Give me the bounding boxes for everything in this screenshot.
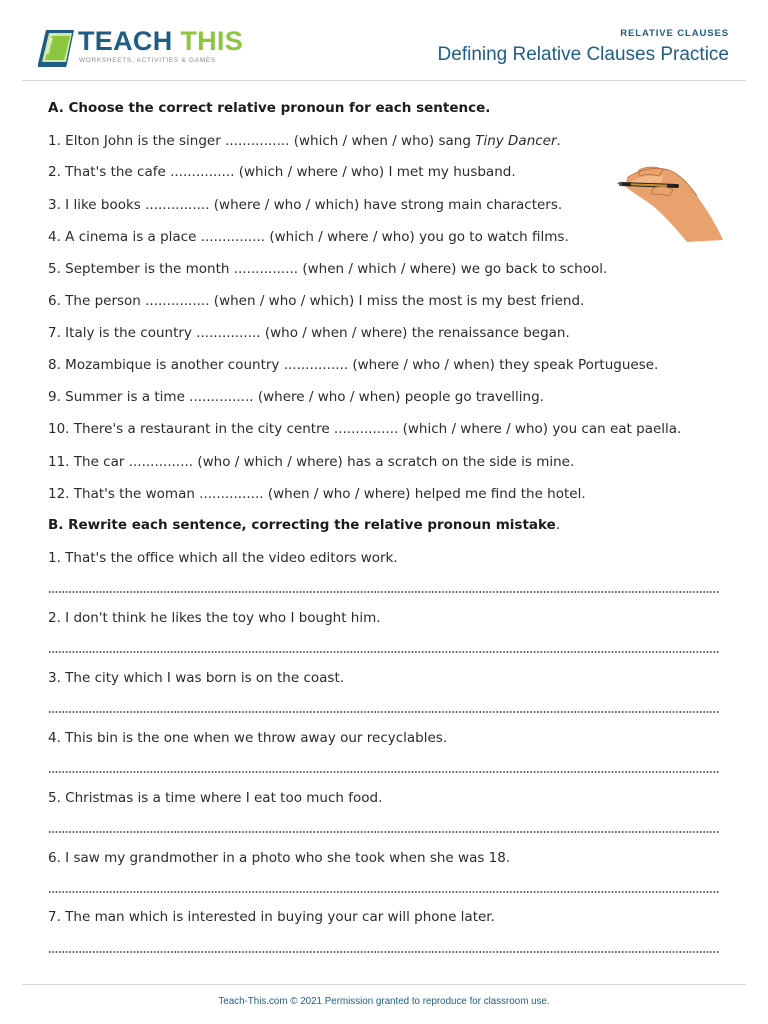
page-header <box>0 0 768 80</box>
topic-label: RELATIVE CLAUSES <box>620 28 729 39</box>
song-title: Tiny Dancer <box>475 133 557 149</box>
section-a-heading: A. Choose the correct relative pronoun for each sentence. <box>48 100 491 116</box>
question-a-1 <box>48 133 561 149</box>
book-logo-icon <box>36 24 78 68</box>
question-a-7: 7. Italy is the country ............... (who / when / where) the renaissance began. <box>48 325 570 341</box>
question-a-4: 4. A cinema is a place ............... (which / where / who) you go to watch films. <box>48 229 569 245</box>
answer-line-b-7[interactable] <box>48 950 720 954</box>
hand-writing-illustration <box>617 152 725 244</box>
question-b-2: 2. I don't think he likes the toy who I bought him. <box>48 610 381 626</box>
question-a-3: 3. I like books ............... (where / who / which) have strong main characters. <box>48 197 563 213</box>
question-b-7: 7. The man which is interested in buying your car will phone later. <box>48 909 495 925</box>
answer-line-b-1[interactable] <box>48 590 720 594</box>
question-a-1-text: 1. Elton John is the singer ............... (which / when / who) sang <box>48 133 476 149</box>
logo-word-this: THIS <box>180 26 244 56</box>
question-b-3: 3. The city which I was born is on the coast. <box>48 670 345 686</box>
question-a-10: 10. There's a restaurant in the city centre ............... (which / where / who) you can eat paella. <box>48 421 682 437</box>
section-b-heading-text: B. Rewrite each sentence, correcting the relative pronoun mistake <box>48 517 556 533</box>
logo-tagline: WORKSHEETS, ACTIVITIES & GAMES <box>79 57 216 64</box>
answer-line-b-2[interactable] <box>48 650 720 654</box>
logo-word-teach: TEACH <box>78 26 173 56</box>
question-b-4: 4. This bin is the one when we throw away our recyclables. <box>48 730 448 746</box>
answer-line-b-4[interactable] <box>48 770 720 774</box>
question-b-5: 5. Christmas is a time where I eat too much food. <box>48 790 383 806</box>
section-b-heading-period: . <box>555 517 561 533</box>
question-a-5: 5. September is the month ............... (when / which / where) we go back to school. <box>48 261 608 277</box>
answer-line-b-6[interactable] <box>48 890 720 894</box>
section-b-heading <box>48 517 560 533</box>
question-a-8: 8. Mozambique is another country ............... (where / who / when) they speak Portuguese. <box>48 357 659 373</box>
question-a-1-end: . <box>556 133 561 149</box>
question-a-9: 9. Summer is a time ............... (where / who / when) people go travelling. <box>48 389 544 405</box>
copyright-footer: Teach-This.com © 2021 Permission granted to reproduce for classroom use. <box>218 996 550 1007</box>
header-divider <box>22 80 746 81</box>
question-b-6: 6. I saw my grandmother in a photo who she took when she was 18. <box>48 850 511 866</box>
question-a-2: 2. That's the cafe ............... (which / where / who) I met my husband. <box>48 164 516 180</box>
answer-line-b-3[interactable] <box>48 710 720 714</box>
logo-wordmark <box>78 26 243 57</box>
answer-line-b-5[interactable] <box>48 830 720 834</box>
page-title: Defining Relative Clauses Practice <box>437 44 729 65</box>
teach-this-logo <box>36 24 244 70</box>
question-b-1: 1. That's the office which all the video editors work. <box>48 550 398 566</box>
question-a-6: 6. The person ............... (when / who / which) I miss the most is my best friend. <box>48 293 585 309</box>
footer-divider <box>22 984 746 985</box>
question-a-11: 11. The car ............... (who / which / where) has a scratch on the side is mine. <box>48 454 575 470</box>
question-a-12: 12. That's the woman ............... (when / who / where) helped me find the hotel. <box>48 486 586 502</box>
